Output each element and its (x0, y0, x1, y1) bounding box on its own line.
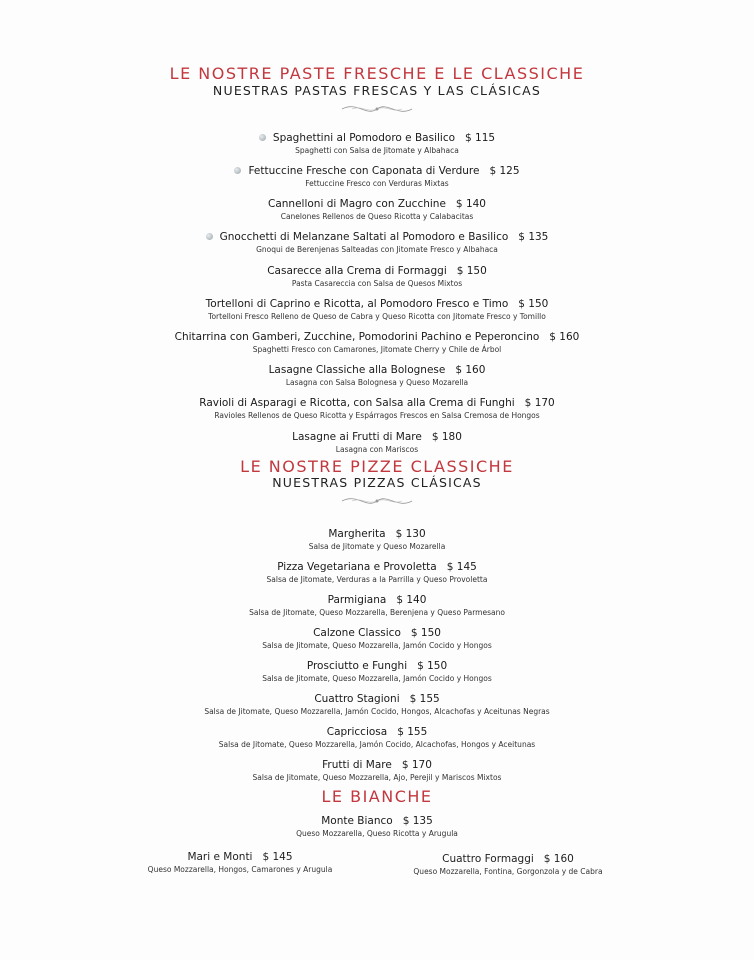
item-description: Salsa de Jitomate, Queso Mozzarella, Jamón Cocido y Hongos (262, 674, 492, 683)
item-price: $ 180 (431, 431, 462, 443)
item-description: Canelones Rellenos de Queso Ricotta y Calabacitas (280, 212, 474, 221)
item-price: $ 150 (456, 265, 487, 277)
menu-item (0, 292, 754, 321)
menu-item (0, 126, 754, 155)
menu-item (0, 358, 754, 387)
item-name: Frutti di Mare (322, 759, 392, 771)
item-name: Gnocchetti di Melanzane Saltati al Pomodoro e Basilico (219, 231, 509, 243)
item-name: Capricciosa (326, 726, 388, 738)
item-name: Pizza Vegetariana e Provoletta (277, 561, 437, 573)
menu-item (0, 753, 754, 782)
item-price: $ 160 (543, 853, 574, 865)
item-name: Mari e Monti (187, 851, 253, 863)
ornament-flourish-icon (337, 491, 417, 511)
menu-item (0, 522, 754, 551)
item-description: Fettuccine Fresco con Verduras Mixtas (305, 179, 449, 188)
item-name: Monte Bianco (321, 815, 393, 827)
item-description: Gnoqui de Berenjenas Salteadas con Jitomate Fresco y Albahaca (256, 245, 498, 254)
menu-item (0, 259, 754, 288)
item-name: Cuattro Stagioni (314, 693, 400, 705)
menu-item (378, 847, 638, 876)
item-name: Cannelloni di Magro con Zucchine (268, 198, 446, 210)
item-description: Spaghetti Fresco con Camarones, Jitomate Cherry y Chile de Árbol (252, 345, 502, 354)
menu-item (0, 720, 754, 749)
item-name: Cuattro Formaggi (442, 853, 534, 865)
bianche-section-title: LE BIANCHE (321, 787, 433, 806)
menu-item (0, 192, 754, 221)
menu-item (0, 225, 754, 254)
leaf-dot-icon (259, 134, 266, 141)
pizza-section-subtitle: NUESTRAS PIZZAS CLÁSICAS (272, 475, 482, 490)
item-price: $ 145 (262, 851, 293, 863)
item-price: $ 150 (518, 298, 549, 310)
ornament-flourish-icon (337, 99, 417, 119)
item-price: $ 140 (396, 594, 427, 606)
item-description: Salsa de Jitomate, Queso Mozzarella, Jamón Cocido, Hongos, Alcachofas y Aceitunas Negras (204, 707, 550, 716)
item-name: Spaghettini al Pomodoro e Basilico (272, 132, 456, 144)
item-description: Salsa de Jitomate, Queso Mozzarella, Jamón Cocido y Hongos (262, 641, 492, 650)
item-price: $ 150 (410, 627, 441, 639)
pizza-section-title: LE NOSTRE PIZZE CLASSICHE (240, 457, 514, 476)
item-description: Salsa de Jitomate, Queso Mozzarella, Ajo, Perejil y Mariscos Mixtos (252, 773, 502, 782)
item-description: Queso Mozzarella, Fontina, Gorgonzola y de Cabra (413, 867, 603, 876)
item-description: Salsa de Jitomate, Queso Mozzarella, Berenjena y Queso Parmesano (249, 608, 505, 617)
menu-item (0, 809, 754, 838)
item-price: $ 160 (549, 331, 580, 343)
item-description: Spaghetti con Salsa de Jitomate y Albahaca (295, 146, 459, 155)
item-description: Queso Mozzarella, Hongos, Camarones y Arugula (147, 865, 333, 874)
item-description: Ravioles Rellenos de Queso Ricotta y Espárragos Frescos en Salsa Cremosa de Hongos (214, 411, 540, 420)
pasta-section-title: LE NOSTRE PASTE FRESCHE E LE CLASSICHE (169, 64, 585, 83)
item-name: Lasagne ai Frutti di Mare (292, 431, 422, 443)
menu-item (0, 325, 754, 354)
menu-item (0, 555, 754, 584)
item-price: $ 160 (455, 364, 486, 376)
item-price: $ 155 (397, 726, 428, 738)
item-price: $ 155 (409, 693, 440, 705)
item-price: $ 130 (395, 528, 426, 540)
pasta-section-subtitle: NUESTRAS PASTAS FRESCAS Y LAS CLÁSICAS (212, 83, 542, 98)
menu-item (0, 621, 754, 650)
item-name: Chitarrina con Gamberi, Zucchine, Pomodorini Pachino e Peperoncino (174, 331, 540, 343)
menu-item (0, 159, 754, 188)
menu-item (0, 588, 754, 617)
item-name: Fettuccine Fresche con Caponata di Verdure (248, 165, 480, 177)
item-name: Margherita (328, 528, 386, 540)
item-description: Salsa de Jitomate, Verduras a la Parrilla y Queso Provoletta (266, 575, 488, 584)
item-description: Lasagna con Mariscos (335, 445, 419, 454)
item-price: $ 115 (465, 132, 496, 144)
item-price: $ 150 (417, 660, 448, 672)
item-name: Prosciutto e Funghi (306, 660, 408, 672)
item-description: Salsa de Jitomate y Queso Mozarella (308, 542, 446, 551)
menu-item (0, 391, 754, 420)
item-name: Calzone Classico (313, 627, 401, 639)
item-price: $ 135 (402, 815, 433, 827)
item-price: $ 135 (518, 231, 549, 243)
leaf-dot-icon (234, 167, 241, 174)
item-description: Queso Mozzarella, Queso Ricotta y Arugula (296, 829, 458, 838)
item-description: Tortelloni Fresco Relleno de Queso de Cabra y Queso Ricotta con Jitomate Fresco y Tomillo (208, 312, 546, 321)
item-name: Lasagne Classiche alla Bolognese (268, 364, 446, 376)
item-name: Casarecce alla Crema di Formaggi (267, 265, 447, 277)
menu-item (0, 654, 754, 683)
item-price: $ 125 (489, 165, 520, 177)
menu-item (0, 687, 754, 716)
menu-item (110, 845, 370, 874)
item-description: Lasagna con Salsa Bolognesa y Queso Mozarella (285, 378, 469, 387)
item-price: $ 140 (455, 198, 486, 210)
item-description: Pasta Casareccia con Salsa de Quesos Mixtos (291, 279, 463, 288)
item-price: $ 170 (524, 397, 555, 409)
leaf-dot-icon (206, 233, 213, 240)
menu-item (0, 425, 754, 454)
item-price: $ 170 (401, 759, 432, 771)
item-price: $ 145 (446, 561, 477, 573)
item-name: Ravioli di Asparagi e Ricotta, con Salsa alla Crema di Funghi (199, 397, 515, 409)
item-name: Tortelloni di Caprino e Ricotta, al Pomodoro Fresco e Timo (205, 298, 509, 310)
item-name: Parmigiana (327, 594, 387, 606)
item-description: Salsa de Jitomate, Queso Mozzarella, Jamón Cocido, Alcachofas, Hongos y Aceitunas (218, 740, 536, 749)
